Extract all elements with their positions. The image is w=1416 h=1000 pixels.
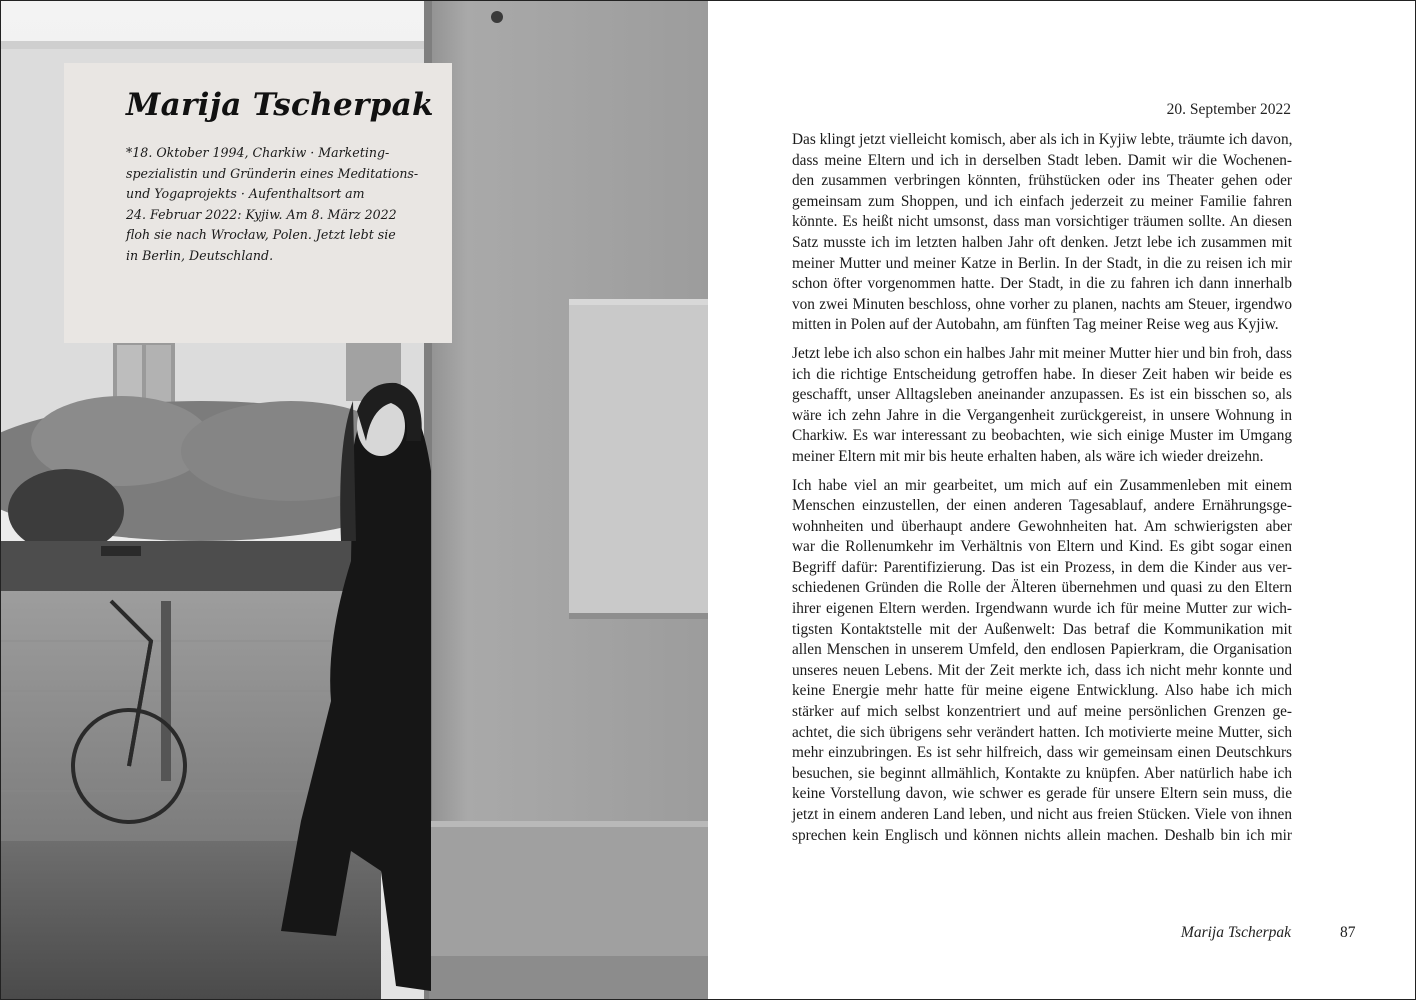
body-text <box>792 130 1292 854</box>
bio-name: Marija Tscherpak <box>126 87 434 123</box>
text-line: ihrer eigenen Eltern werden. Irgendwann wurde ich für meine Mutter zur wich- <box>792 600 1292 618</box>
text-line: den zusammen verbringen könnten, frühstücken oder ins Theater gehen oder <box>792 172 1292 190</box>
text-line: Das klingt jetzt vielleicht komisch, aber als ich in Kyjiw lebte, träumte ich davon, <box>792 131 1293 148</box>
text-line: unseres neuen Lebens. Mit der Zeit merkte ich, dass ich nicht mehr konnte und <box>792 661 1292 679</box>
text-line: schiedenen Gründen die Rolle der Älteren übernehmen und quasi zu den Eltern <box>792 579 1292 597</box>
paragraph-1 <box>792 130 1292 336</box>
text-line: keine Vorstellung davon, wie schwer es gerade für unsere Eltern sein muss, die <box>792 785 1292 803</box>
text-line: meiner Eltern mit mir bis heute erhalten haben, als wäre ich wieder dreizehn. <box>792 447 1264 465</box>
text-line: war die Rollenumkehr im Verhältnis von Eltern und Kind. Es gibt sogar einen <box>792 538 1292 556</box>
bio-card <box>64 63 452 343</box>
text-line: mehr einzubringen. Es ist sehr hilfreich, dass wir gemeinsam einen Deutschkurs <box>792 744 1292 762</box>
text-line: gemeinsam zum Shoppen, und ich einfach jederzeit zu meiner Familie fahren <box>792 192 1292 210</box>
text-line: Begriff dafür: Parentifizierung. Das ist ein Prozess, in dem die Kinder aus ver- <box>792 558 1292 576</box>
text-line: achtet, die sich übrigens sehr verändert hatten. Ich motivierte meine Mutter, sich <box>792 723 1292 741</box>
text-line: allen Menschen in unserem Umfeld, den endlosen Papierkram, die Organisation <box>792 641 1292 659</box>
text-line: tigsten Kontaktstelle mit der Außenwelt: Das betraf die Kommunikation mit <box>792 620 1292 638</box>
text-line: mitten in Polen auf der Autobahn, am fünften Tag meiner Reise weg aus Kyjiw. <box>792 316 1279 334</box>
text-line: Satz musste ich im letzten halben Jahr oft denken. Jetzt lebe ich zusammen mit <box>792 233 1292 251</box>
text-line: geschafft, unser Alltagsleben aneinander anzupassen. Es ist ein bisschen so, als <box>792 386 1292 404</box>
bio-line: floh sie nach Wrocław, Polen. Jetzt lebt sie <box>126 227 396 243</box>
text-line: stärker auf mich selbst konzentriert und auf meine persönlichen Grenzen ge- <box>792 703 1292 721</box>
text-line: wäre ich zehn Jahre in die Vergangenheit zurückgereist, in unsere Wohnung in <box>792 406 1292 424</box>
text-line: meiner Mutter und meiner Katze in Berlin. In der Stadt, in die zu reisen ich mir <box>792 254 1292 272</box>
page-number: 87 <box>1340 924 1356 941</box>
entry-date: 20. September 2022 <box>1166 101 1291 118</box>
text-line: Charkiw. Es war interessant zu beobachten, wie sich einige Muster im Umgang <box>792 427 1292 445</box>
text-line: Ich habe viel an mir gearbeitet, um mich auf ein Zusammenleben mit einem <box>792 476 1292 494</box>
text-line: schon öfter vorgenommen hatte. Der Stadt, in die zu fahren ich dann innerhalb <box>792 275 1292 293</box>
text-line: sprechen kein Englisch und können nichts allein machen. Deshalb bin ich mir <box>792 826 1292 844</box>
running-footer-author: Marija Tscherpak <box>1180 924 1291 941</box>
portrait-photo <box>1 1 708 999</box>
text-line: ich die richtige Entscheidung getroffen habe. In dieser Zeit haben wir beide es <box>792 365 1292 383</box>
paragraph-2 <box>792 344 1292 468</box>
paragraph-3 <box>792 476 1292 847</box>
text-line: von zwei Minuten beschloss, ohne vorher zu planen, nachts am Steuer, irgendwo <box>792 295 1292 313</box>
text-line: Jetzt lebe ich also schon ein halbes Jahr mit meiner Mutter hier und bin froh, dass <box>792 344 1292 362</box>
text-line: wohnheiten und überhaupt andere Gewohnheiten hat. Am schwierigsten aber <box>792 517 1292 535</box>
text-page <box>708 0 1415 1000</box>
text-line: Menschen einzustellen, der einen anderen Tagesablauf, andere Ernährungsge- <box>792 497 1292 515</box>
text-line: dass meine Eltern und ich in derselben Stadt leben. Damit wir die Wochenen- <box>792 151 1292 169</box>
bio-line: in Berlin, Deutschland. <box>126 247 274 263</box>
text-line: besuchen, sie beginnt allmählich, Kontakte zu knüpfen. Aber natürlich habe ich <box>792 764 1292 782</box>
bio-line: und Yogaprojekts · Aufenthaltsort am <box>126 186 365 202</box>
text-line: könnte. Es heißt nicht umsonst, dass man vorsichtiger träumen sollte. An diesen <box>792 213 1292 231</box>
bio-text <box>126 143 432 267</box>
bio-line: spezialistin und Gründerin eines Meditations- <box>126 165 419 181</box>
bio-line: 24. Februar 2022: Kyjiw. Am 8. März 2022 <box>126 206 397 222</box>
bio-line: *18. Oktober 1994, Charkiw · Marketing- <box>126 145 390 160</box>
text-line: jetzt in einem anderen Land leben, und nicht aus freien Stücken. Viele von ihnen <box>792 806 1292 823</box>
text-line: keine Energie mehr hatte für meine eigene Entwicklung. Also habe ich mich <box>792 682 1292 700</box>
